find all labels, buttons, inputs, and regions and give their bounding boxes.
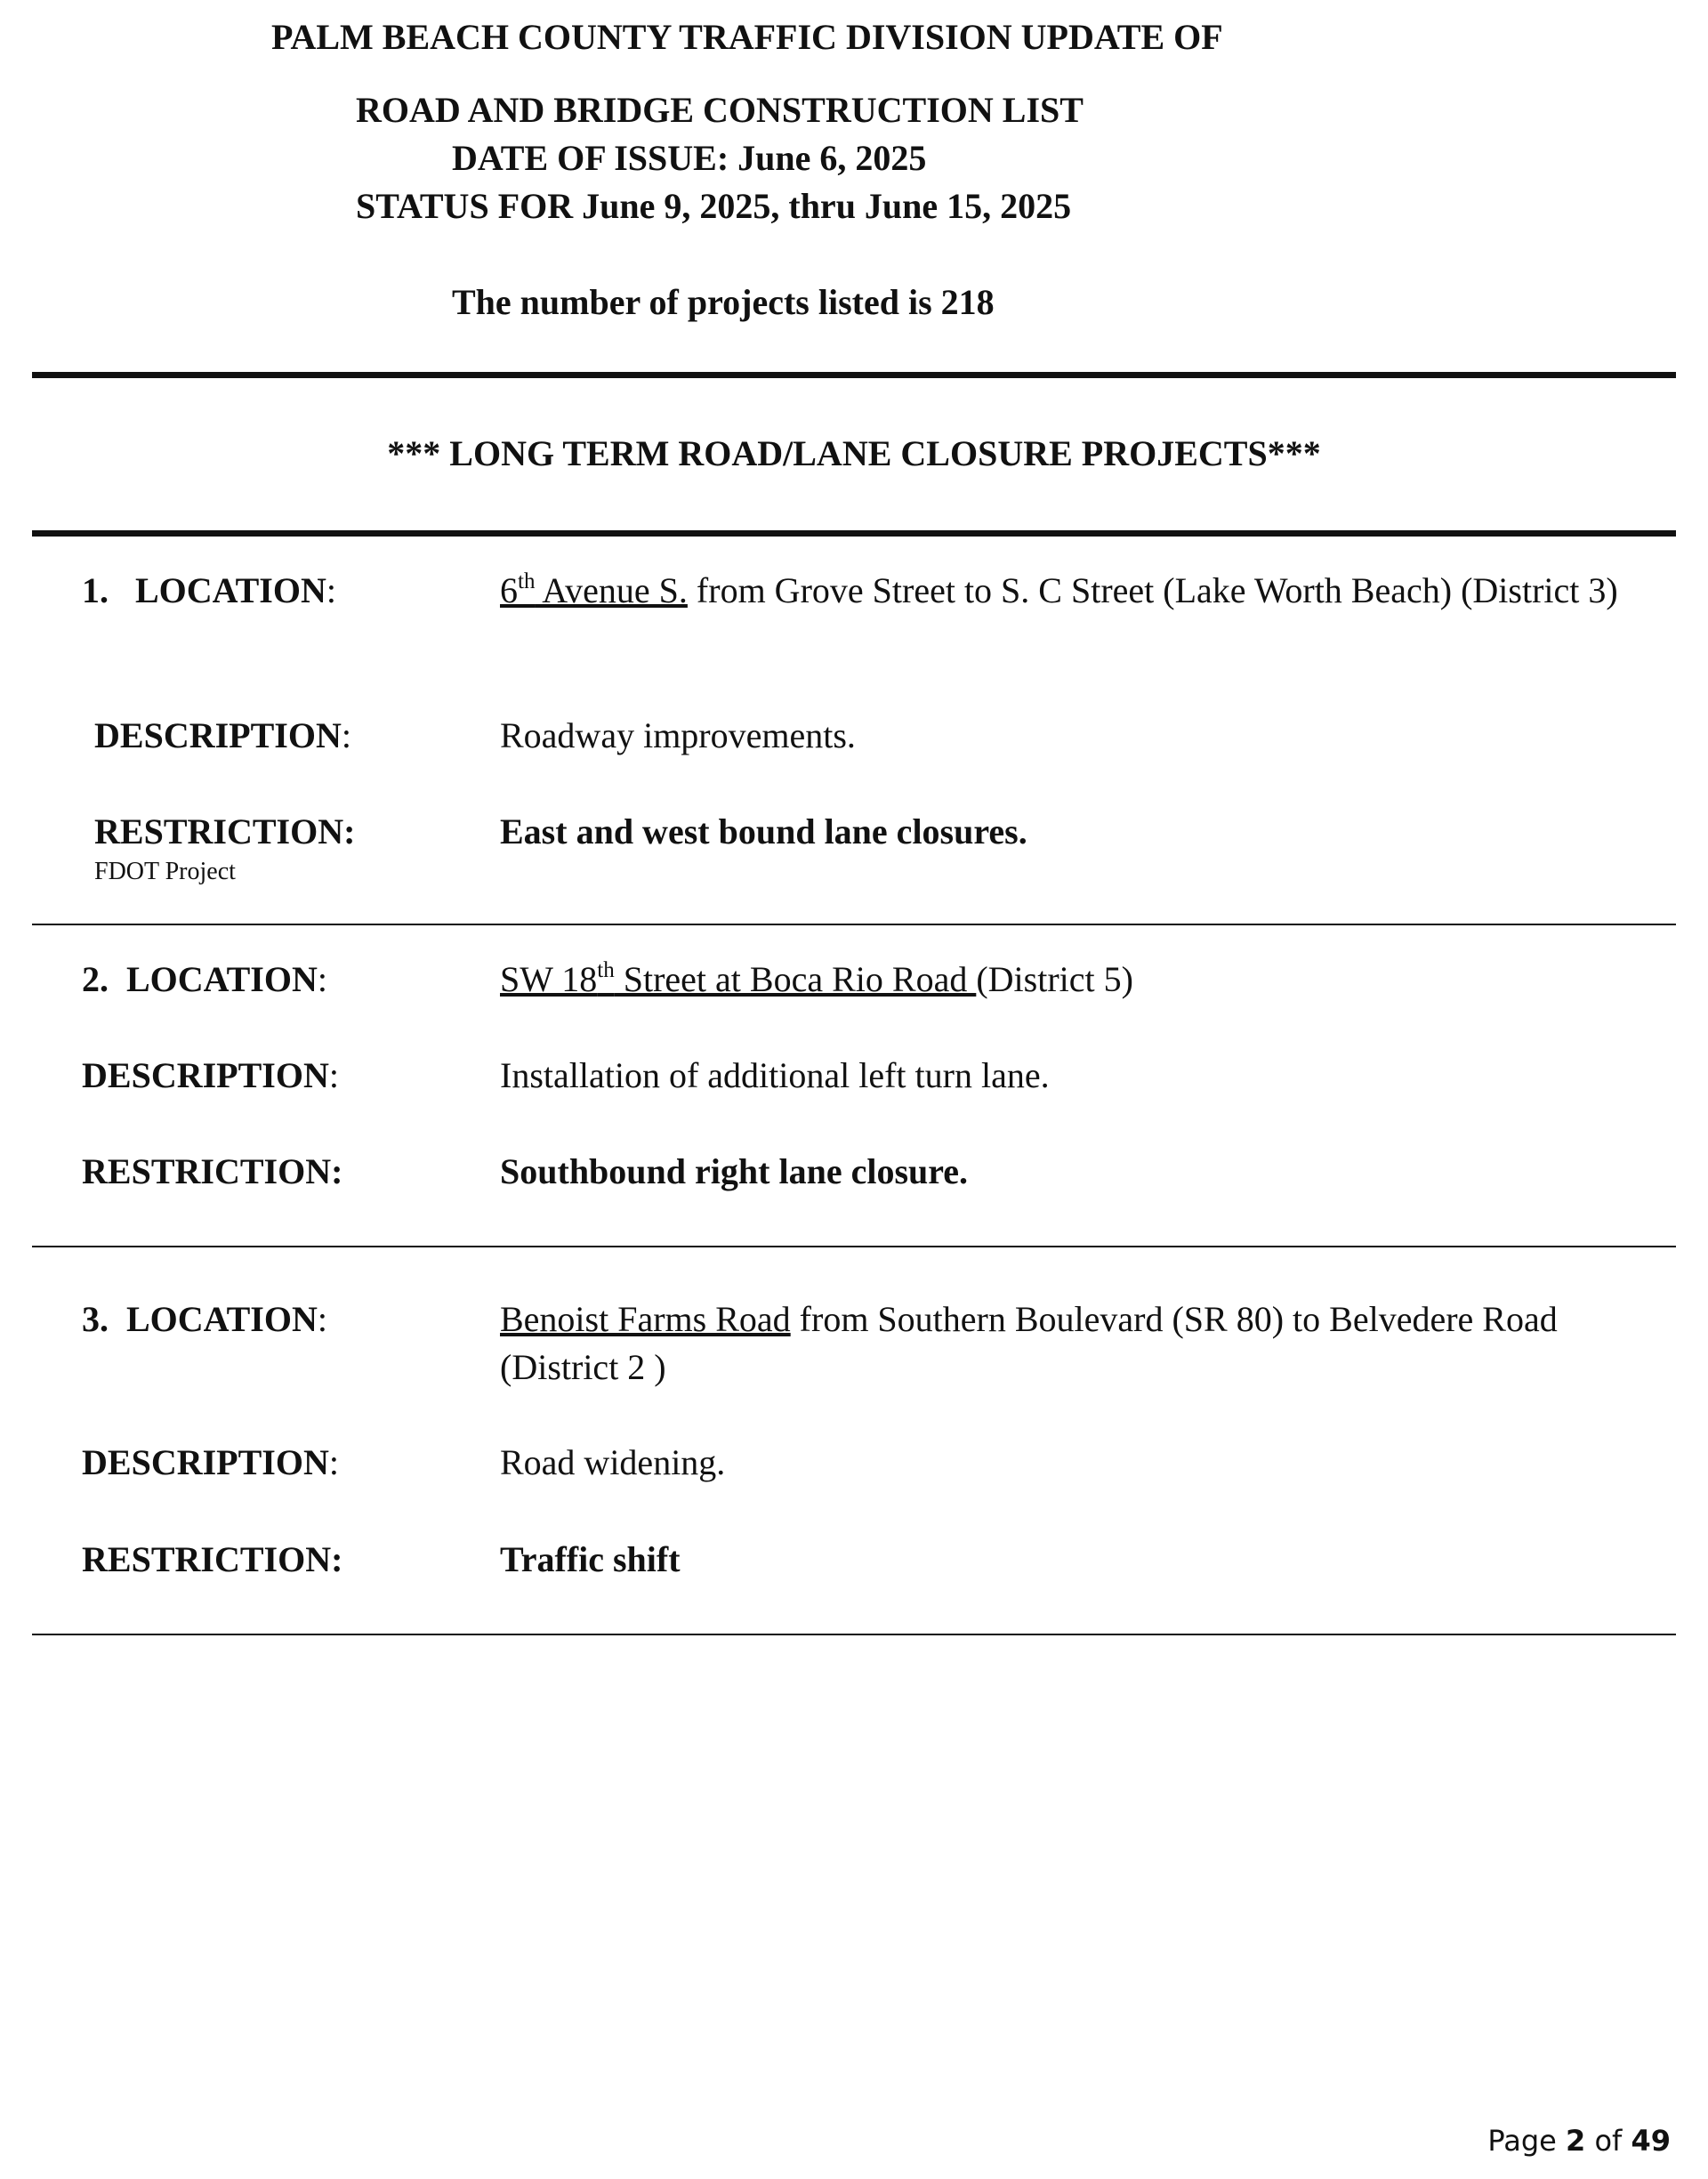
project-3-description: Road widening. [500,1442,726,1482]
project-1-location-label: 1. LOCATION: [82,570,336,610]
section-title: *** LONG TERM ROAD/LANE CLOSURE PROJECTS*** [387,433,1321,473]
project-2-restriction: Southbound right lane closure. [500,1151,969,1191]
project-1-restriction-label: RESTRICTION: [94,811,356,851]
project-count: The number of projects listed is 218 [452,282,995,322]
project-1-description: Roadway improvements. [500,715,856,755]
project-1-description-label: DESCRIPTION: [94,715,351,755]
header-divider [32,372,1676,378]
project-2-divider [32,1246,1676,1247]
project-2-description: Installation of additional left turn lane. [500,1055,1050,1095]
project-1-divider [32,924,1676,925]
project-2-location-label: 2. LOCATION: [82,959,327,999]
project-3-location: Benoist Farms Road from Southern Boulevard (SR 80) to Belvedere Road (District 2 ) [500,1299,1558,1387]
project-1-location-link[interactable]: 6th Avenue S. [500,569,688,610]
title-line-2: ROAD AND BRIDGE CONSTRUCTION LIST [356,90,1084,130]
project-3-restriction-label: RESTRICTION: [82,1539,343,1579]
project-3-restriction: Traffic shift [500,1539,681,1579]
project-2-location: SW 18th Street at Boca Rio Road (District 5) [500,957,1133,999]
page-number: Page 2 of 49 [1487,2124,1671,2158]
title-line-1: PALM BEACH COUNTY TRAFFIC DIVISION UPDATE OF [271,17,1223,57]
section-divider [32,530,1676,537]
project-2-location-link[interactable]: SW 18th Street at Boca Rio Road [500,957,977,999]
project-1-location: 6th Avenue S. from Grove Street to S. C Street (Lake Worth Beach) (District 3) [500,569,1618,610]
status-period: STATUS FOR June 9, 2025, thru June 15, 2025 [356,186,1072,226]
project-3-location-link[interactable]: Benoist Farms Road [500,1299,791,1339]
project-3-description-label: DESCRIPTION: [82,1442,339,1482]
project-2-restriction-label: RESTRICTION: [82,1151,343,1191]
project-2-description-label: DESCRIPTION: [82,1055,339,1095]
project-1-restriction: East and west bound lane closures. [500,811,1027,851]
date-of-issue: DATE OF ISSUE: June 6, 2025 [452,138,927,178]
project-1-note: FDOT Project [94,858,236,885]
project-3-divider [32,1634,1676,1635]
project-3-location-label: 3. LOCATION: [82,1299,327,1339]
